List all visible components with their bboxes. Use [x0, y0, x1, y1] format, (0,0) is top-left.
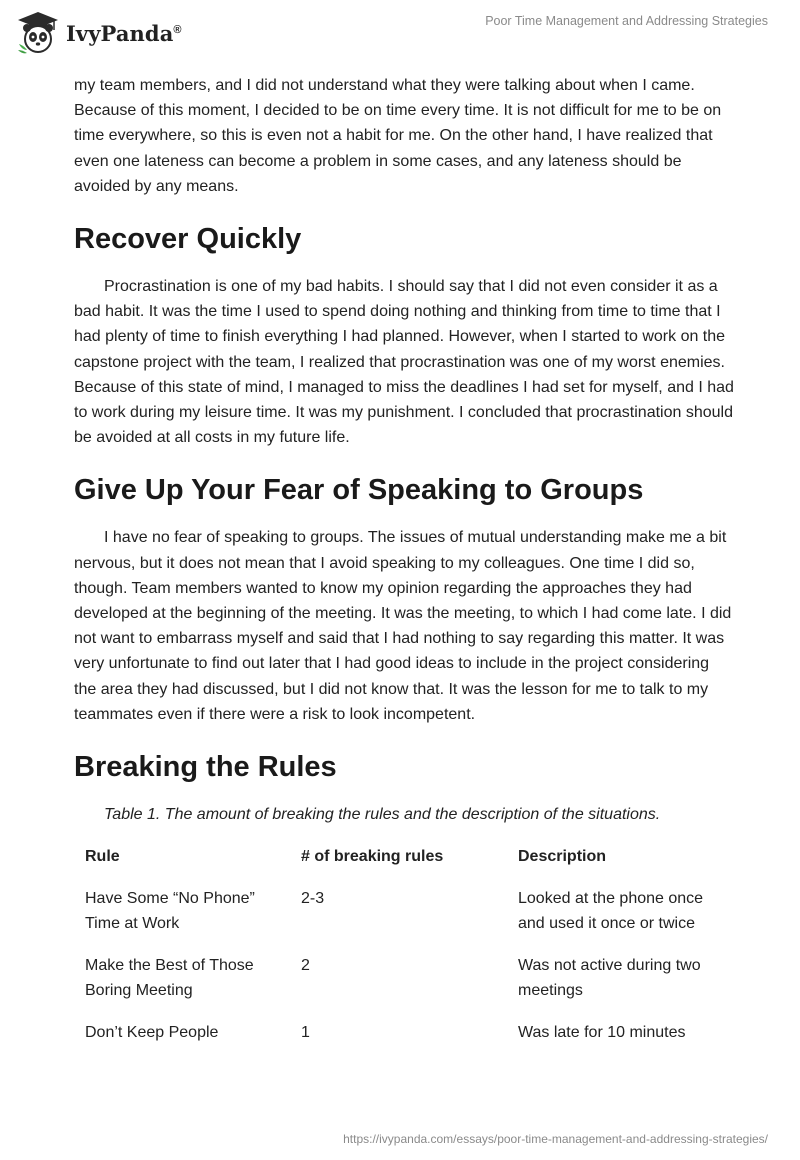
table-cell-rule: Have Some “No Phone” Time at Work — [85, 890, 255, 933]
section-paragraph-recover-quickly: Procrastination is one of my bad habits. I should say that I did not even consider it as a bad habit. It was the time I used to spend doing nothing and thinking from time to time that I had plenty of time to finish everything I had planned. However, when I started to work on the capstone project with the team, I realized that procrastination was one of my worst enemies. Because of this state of mind, I managed to miss the deadlines I had set for myself, and I had to work during my leisure time. It was my punishment. I concluded that procrastination should be avoided at all costs in my future life. — [74, 278, 734, 447]
table-cell-count: 1 — [301, 1024, 310, 1042]
essay-content — [74, 70, 734, 1045]
table-row — [74, 869, 734, 936]
section-heading-recover-quickly: Recover Quickly — [74, 223, 302, 256]
table-cell-count: 2 — [301, 957, 310, 975]
table-caption: Table 1. The amount of breaking the rules and the description of the situations. — [104, 806, 661, 824]
table-cell-rule: Don’t Keep People — [85, 1024, 219, 1042]
table-header-count: # of breaking rules — [301, 848, 444, 866]
section-heading-fear-of-speaking: Give Up Your Fear of Speaking to Groups — [74, 474, 644, 507]
table-row — [74, 1003, 734, 1045]
document-title: Poor Time Management and Addressing Strategies — [485, 14, 768, 28]
table-cell-description: Was not active during two meetings — [518, 957, 701, 1000]
table-row — [74, 936, 734, 1003]
table-cell-description: Looked at the phone once and used it once or twice — [518, 890, 704, 933]
source-url[interactable]: https://ivypanda.com/essays/poor-time-management-and-addressing-strategies/ — [343, 1132, 768, 1146]
table-cell-description: Was late for 10 minutes — [518, 1024, 686, 1042]
intro-paragraph: my team members, and I did not understand what they were talking about when I came. Because of this moment, I decided to be on time every time. It is not difficult for me to be on time everywhere, so this is even not a habit for me. On the other hand, I have realized that even one lateness can become a problem in some cases, and any lateness should be avoided by any means. — [74, 77, 722, 195]
section-heading-breaking-the-rules: Breaking the Rules — [74, 751, 337, 784]
ivypanda-logo[interactable] — [16, 10, 182, 56]
table-cell-rule: Make the Best of Those Boring Meeting — [85, 957, 254, 1000]
page-header — [0, 0, 800, 66]
logo-wordmark: IvyPanda® — [66, 20, 182, 46]
table-cell-count: 2-3 — [301, 890, 325, 908]
panda-graduate-icon — [16, 10, 60, 56]
table-header-row — [74, 845, 734, 869]
rules-table — [74, 845, 734, 1045]
table-header-rule: Rule — [85, 848, 120, 866]
table-header-description: Description — [518, 848, 607, 866]
section-paragraph-fear-of-speaking: I have no fear of speaking to groups. The issues of mutual understanding make me a bit nervous, but it does not mean that I avoid speaking to my colleagues. One time I did so, though. Team members wanted to know my opinion regarding the approaches they had developed at the beginning of the meeting. It was the meeting, to which I had come late. I did not want to embarrass myself and said that I had nothing to say regarding this matter. It was very unfortunate to find out later that I had good ideas to include in the project considering the area they had discussed, but I did not know that. It was the lesson for me to talk to my teammates even if there were a risk to look incompetent. — [74, 529, 732, 723]
